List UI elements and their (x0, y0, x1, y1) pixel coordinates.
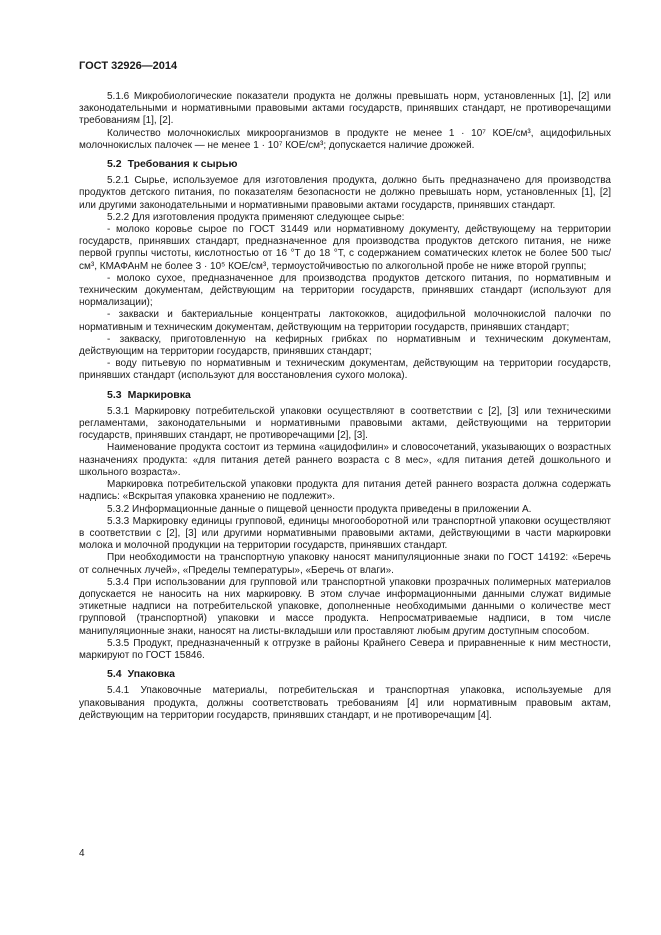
section-title: Требования к сырью (127, 158, 238, 171)
paragraph-handling-signs: При необходимости на транспортную упаковку наносят манипуляционные знаки по ГОСТ 14192: «Беречь от солнечных лучей», «Пределы температуры», «Беречь от влаги». (79, 552, 611, 576)
section-number: 5.3 (107, 388, 122, 401)
list-item-kefir-starter: - закваску, приготовленную на кефирных грибках по нормативным и техническим документам, действующим на территории государств, принявших стандарт; (79, 333, 611, 358)
document-body (79, 91, 611, 722)
list-item-raw-milk: - молоко коровье сырое по ГОСТ 31449 или нормативному документу, действующему на территории государств, принявших стандарт, предназначенное для производства продуктов детского питания, не ниже первой группы чистоты, кислотностью от 16 °Т до 18 °Т, с содержанием соматических клеток не более 500 тыс/см³, КМАФАнМ не более 3 · 10⁵ КОЕ/см³, термоустойчивостью по алкогольной пробе не ниже второй группы; (79, 224, 611, 272)
section-number: 5.4 (107, 668, 122, 681)
paragraph-5-3-5: 5.3.5 Продукт, предназначенный к отгрузке в районы Крайнего Севера и приравненные к ним местности, маркируют по ГОСТ 15846. (79, 637, 611, 661)
paragraph-5-4-1: 5.4.1 Упаковочные материалы, потребительская и транспортная упаковка, используемые для упаковывания продукта, должны соответствовать требованиям [4] или нормативным правовым актам, действующим на территории государств, принявших стандарт, и не противоречащим [4]. (79, 685, 611, 721)
paragraph-5-1-6: 5.1.6 Микробиологические показатели продукта не должны превышать норм, установленных [1], [2] или законодательными и нормативными правовыми актами государств, принявших стандарт, не противоречащими требованиям [1], [2]. (79, 91, 611, 127)
paragraph-lactic-count: Количество молочнокислых микроорганизмов в продукте не менее 1 · 10⁷ КОЕ/см³, ацидофильных молочнокислых палочек — не менее 1 · 10⁷ КОЕ/см³; допускается наличие дрожжей. (79, 127, 611, 151)
section-heading-5-2 (79, 158, 611, 170)
section-heading-5-3 (79, 389, 611, 401)
paragraph-5-3-1: 5.3.1 Маркировку потребительской упаковки осуществляют в соответствии с [2], [3] или техническими регламентами, законодательными и нормативными правовыми актами, действующими на территории государств, принявших стандарт, не противоречащими [2], [3]. (79, 405, 611, 442)
paragraph-5-3-3: 5.3.3 Маркировку единицы групповой, единицы многооборотной или транспортной упаковки осуществляют в соответствии с [2], [3] или другими нормативными правовыми актами, действующими в части маркировки молока и молочной продукции на территории государств, принявших стандарт. (79, 515, 611, 552)
paragraph-product-name: Наименование продукта состоит из термина «ацидофилин» и словосочетаний, указывающих о возрастных назначениях продукта: «для питания детей раннего возраста с 8 мес», «для питания детей дошкольного и школьного возраста». (79, 442, 611, 478)
section-heading-5-4 (79, 668, 611, 680)
document-header: ГОСТ 32926—2014 (79, 60, 178, 72)
paragraph-5-3-2: 5.3.2 Информационные данные о пищевой ценности продукта приведены в приложении А. (107, 503, 532, 515)
section-title: Маркировка (127, 388, 191, 401)
section-title: Упаковка (127, 668, 176, 681)
list-item-starters: - закваски и бактериальные концентраты лактококков, ацидофильной молочнокислой палочки по нормативным и техническим документам, действующим на территории государств, принявших стандарт; (79, 309, 611, 333)
paragraph-5-2-1: 5.2.1 Сырье, используемое для изготовления продукта, должно быть предназначено для производства продуктов детского питания, по показателям безопасности не должно превышать норм, установленных [1], [2] или другими законодательными и нормативными правовыми актами государств, принявших стандарт. (79, 175, 611, 211)
list-item-dry-milk: - молоко сухое, предназначенное для производства продуктов детского питания, по нормативным и техническим документам, действующим на территории государств, принявших стандарт (используют для нормализации); (79, 272, 611, 309)
paragraph-package-label: Маркировка потребительской упаковки продукта для питания детей раннего возраста должна содержать надпись: «Вскрытая упаковка хранению не подлежит». (79, 479, 611, 503)
list-item-water: - воду питьевую по нормативным и техническим документам, действующим на территории государств, принявших стандарт (используют для восстановления сухого молока). (79, 358, 611, 382)
paragraph-5-2-2: 5.2.2 Для изготовления продукта применяют следующее сырье: (107, 211, 405, 223)
page-number: 4 (79, 848, 85, 859)
paragraph-5-3-4: 5.3.4 При использовании для групповой или транспортной упаковки прозрачных полимерных материалов допускается не наносить на них маркировку. В этом случае информационными данными служат видимые этикетные надписи на потребительской упаковке, дополненные необходимыми данными о количестве мест групповой (транспортной) упаковки и массе продукта. Непросматриваемые надписи, в том числе манипуляционные знаки, наносят на листы-вкладыши или проставляют любым другим доступным способом. (79, 576, 611, 637)
section-number: 5.2 (107, 158, 122, 171)
